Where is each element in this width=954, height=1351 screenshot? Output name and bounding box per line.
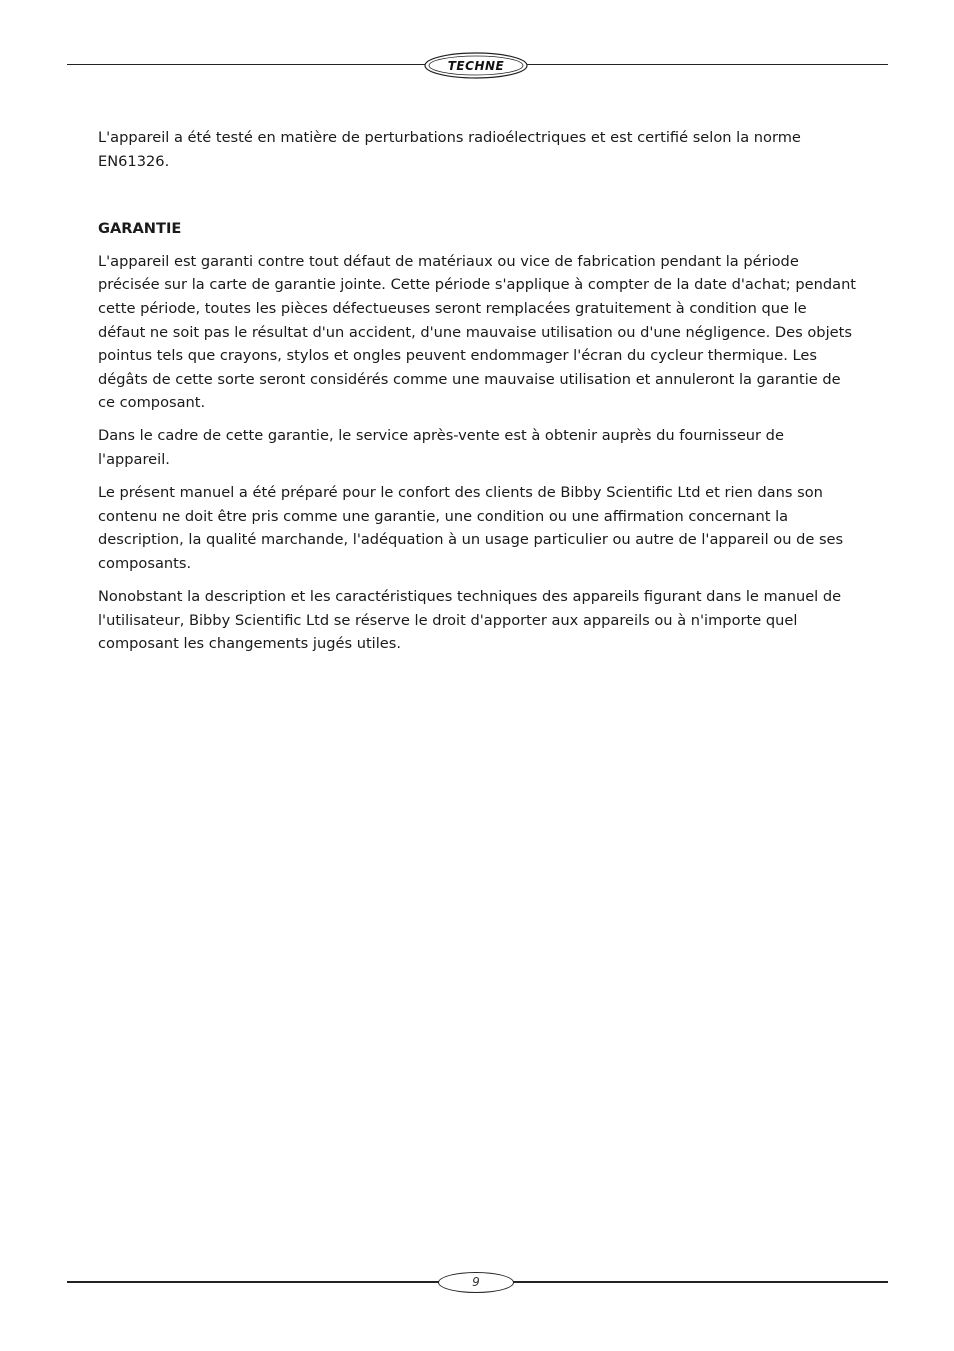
logo-text: TECHNE xyxy=(447,59,505,73)
techne-logo xyxy=(424,52,528,79)
document-body xyxy=(98,126,858,665)
page-number: 9 xyxy=(438,1272,514,1293)
paragraph-manual-disclaimer: Le présent manuel a été préparé pour le confort des clients de Bibby Scientific Ltd et rien dans son contenu ne doit être pris comme une garantie, une condition ou une affirmation concernant la description, la qualité marchande, l'adéquation à un usage particulier ou autre de l'appareil ou de ses composants. xyxy=(98,484,844,572)
paragraph-warranty-terms: L'appareil est garanti contre tout défaut de matériaux ou vice de fabrication pendant la période précisée sur la carte de garantie jointe. Cette période s'applique à compter de la date d'achat; pendant cette période, toutes les pièces défectueuses seront remplacées gratuitement à condition que le défaut ne soit pas le résultat d'un accident, d'une mauvaise utilisation ou d'une négligence. Des objets pointus tels que crayons, stylos et ongles peuvent endommager l'écran du cycleur thermique. Les dégâts de cette sorte seront considérés comme une mauvaise utilisation et annuleront la garantie de ce composant. xyxy=(98,252,857,412)
section-title-garantie: GARANTIE xyxy=(98,220,182,238)
paragraph-after-sales: Dans le cadre de cette garantie, le service après-vente est à obtenir auprès du fournisseur de l'appareil. xyxy=(98,427,784,469)
intro-paragraph: L'appareil a été testé en matière de perturbations radioélectriques et est certifié selon la norme EN61326. xyxy=(98,129,801,170)
paragraph-changes-reserved: Nonobstant la description et les caractéristiques techniques des appareils figurant dans le manuel de l'utilisateur, Bibby Scientific Ltd se réserve le droit d'apporter aux appareils ou à n'importe quel composant les changements jugés utiles. xyxy=(98,588,842,653)
